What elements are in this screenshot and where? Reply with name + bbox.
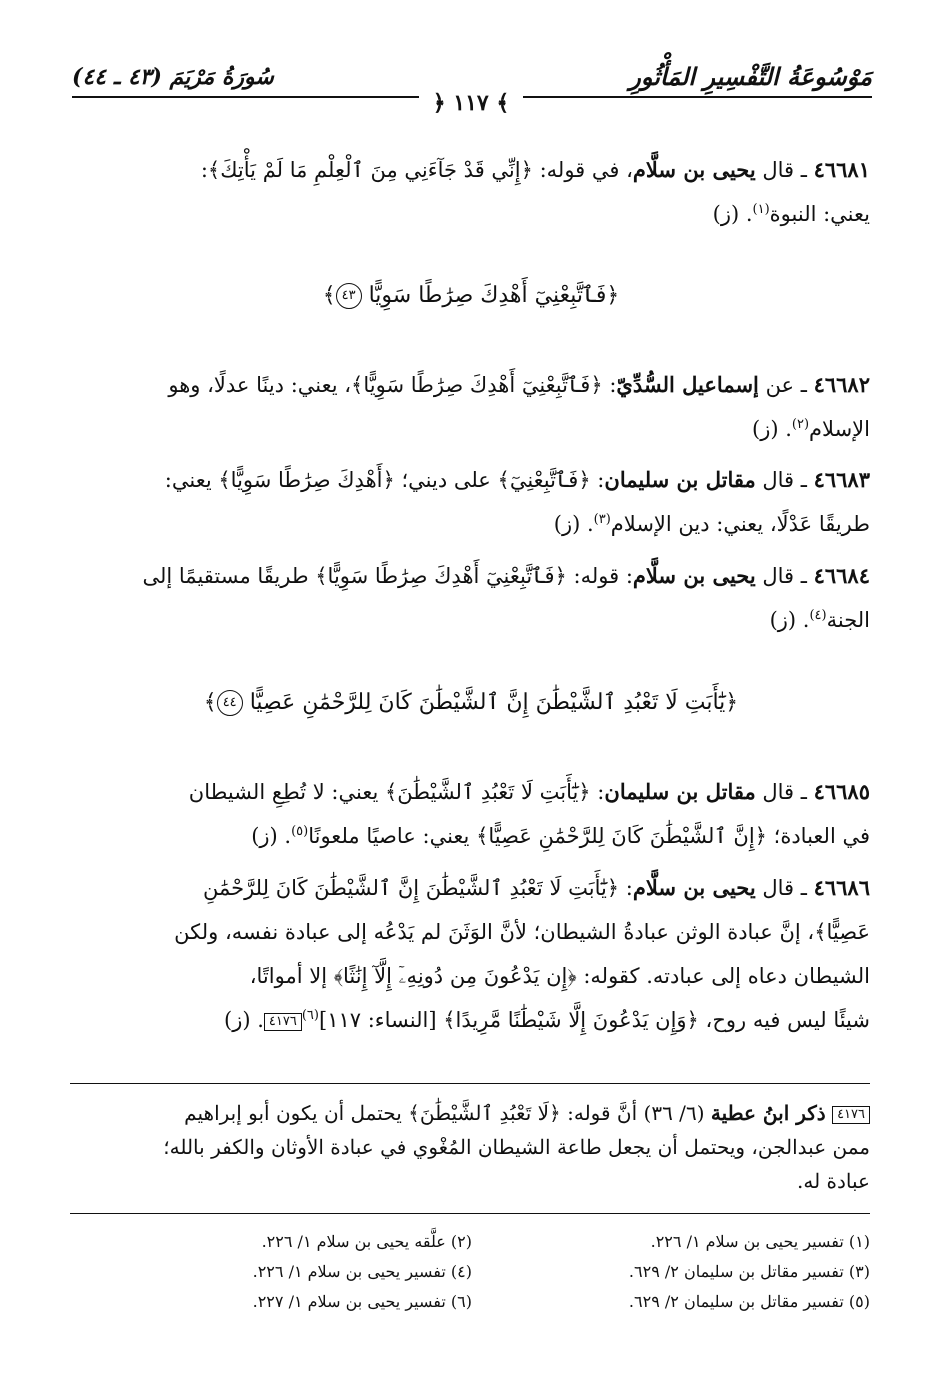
verse-bracket: ﴾	[322, 283, 336, 308]
page-number: ﴿ ١١٧ ﴾	[419, 90, 524, 116]
quran-quote: ﴿إِن يَدْعُونَ مِن دُونِهِۦٓ إِلَّآ إِنَٰثًا﴾	[333, 964, 577, 988]
text: الجنة	[826, 608, 870, 632]
paragraph-line	[70, 910, 870, 954]
paragraph-line	[70, 770, 870, 814]
paragraph-line	[70, 598, 870, 642]
paragraph-line	[70, 814, 870, 858]
quran-quote: ﴿فَٱتَّبِعْنِيٓ﴾	[497, 468, 591, 492]
text: ممن عبدالجن، ويحتمل أن يجعل طاعة الشيطان المُغْوي في عبادة الأوثان والكفر بالله؛	[163, 1135, 870, 1159]
footnote-4: (٤) تفسير يحيى بن سلام ١/ ٢٢٦.	[252, 1262, 472, 1281]
text: ـ عن	[758, 373, 814, 397]
text: ، يعني: دينًا عدلًا، وهو	[168, 373, 352, 397]
verse-43	[0, 283, 942, 309]
book-title: مَوْسُوعَةُ التَّفْسِيرِ المَأْثُورِ	[629, 62, 872, 91]
paragraph-number: ٤٦٦٨٥	[813, 779, 870, 804]
ayah-number: ٤٣	[336, 283, 362, 309]
text: يحتمل أن يكون أبو إبراهيم	[184, 1101, 409, 1125]
text: . (ز)	[769, 608, 810, 632]
quran-quote: ﴿أَهْدِكَ صِرَٰطًا سَوِيًّا﴾	[218, 468, 395, 492]
verse-44	[0, 690, 942, 716]
footnote-ref: (١)	[752, 202, 770, 217]
text: يعني: عاصيًا ملعونًا	[308, 824, 477, 848]
text: :	[590, 468, 605, 492]
quran-quote: ﴿يَٰٓأَبَتِ لَا تَعْبُدِ ٱلشَّيْطَٰنَ﴾	[384, 780, 591, 804]
paragraph-line	[70, 954, 870, 998]
paragraph-46686	[70, 866, 870, 1042]
text: ، إنَّ عبادة الوثن عبادةُ الشيطان؛ لأنَّ الوَثَنَ لم يَدْعُه إلى عبادة نفسه، ولكن	[174, 920, 815, 944]
commentary-box: ٤١٧٦	[832, 1106, 870, 1124]
quran-quote: ﴿إِنَّ ٱلشَّيْطَٰنَ كَانَ لِلرَّحْمَٰنِ عَصِيًّا﴾	[476, 824, 767, 848]
text: الشيطان دعاه إلى عبادته. كقوله:	[576, 964, 870, 988]
commentary-separator	[70, 1083, 870, 1084]
narrator-name: يحيى بن سلَّام	[632, 563, 756, 588]
text: إلا أمواتًا،	[249, 964, 334, 988]
text: على ديني؛	[394, 468, 498, 492]
paragraph-line	[70, 998, 870, 1042]
footnote-ref: (٣)	[593, 512, 611, 527]
narrator-name: إسماعيل السُّدِّيّ	[616, 372, 759, 397]
paragraph-line	[70, 148, 870, 192]
paragraph-number: ٤٦٦٨٦	[813, 875, 870, 900]
verse-text: ﴿فَٱتَّبِعْنِيٓ أَهْدِكَ صِرَٰطًا سَوِيًّا	[368, 283, 620, 308]
text: عبادة له.	[797, 1169, 870, 1193]
page-number-wrap	[0, 90, 942, 116]
text: ، في قوله:	[532, 158, 633, 182]
paragraph-line	[70, 363, 870, 407]
footnote-rule	[70, 1213, 870, 1214]
paragraph-46685	[70, 770, 870, 858]
paragraph-number: ٤٦٦٨٢	[813, 372, 870, 397]
commentary-block	[70, 1096, 870, 1198]
text: :	[602, 373, 617, 397]
verse-text: ﴿يَٰٓأَبَتِ لَا تَعْبُدِ ٱلشَّيْطَٰنَ إِنَّ ٱلشَّيْطَٰنَ كَانَ لِلرَّحْمَٰنِ عَصِيًّا	[249, 690, 739, 715]
text: :	[200, 158, 208, 182]
footnote-6: (٦) تفسير يحيى بن سلام ١/ ٢٢٧.	[252, 1292, 472, 1311]
text: ـ قال	[755, 876, 814, 900]
narrator-name: مقاتل بن سليمان	[604, 467, 756, 492]
text: :	[590, 780, 605, 804]
footnote-ref: (٥)	[291, 824, 309, 839]
paragraph-number: ٤٦٦٨٤	[813, 563, 870, 588]
commentary-line	[70, 1164, 870, 1198]
text: . (ز)	[224, 1008, 264, 1032]
text: طريقًا عَدْلًا، يعني: دين الإسلام	[610, 512, 870, 536]
citation: [النساء: ١١٧]	[318, 1008, 444, 1032]
quran-quote: ﴿وَإِن يَدْعُونَ إِلَّا شَيْطَٰنًا مَّرِيدًا﴾	[443, 1008, 699, 1032]
text: طريقًا مستقيمًا إلى	[142, 564, 316, 588]
paragraph-line	[70, 866, 870, 910]
footnote-3: (٣) تفسير مقاتل بن سليمان ٢/ ٦٢٩.	[628, 1262, 870, 1281]
text: شيئًا ليس فيه روح،	[698, 1008, 870, 1032]
paragraph-line	[70, 554, 870, 598]
text: يعني: لا تُطِعِ الشيطان	[188, 780, 385, 804]
text: ـ قال	[755, 564, 814, 588]
paragraph-line	[70, 407, 870, 451]
narrator-name: يحيى بن سلَّام	[632, 875, 756, 900]
narrator-name: يحيى بن سلَّام	[632, 157, 756, 182]
footnote-ref: (٤)	[809, 608, 827, 623]
commentary-line	[70, 1096, 870, 1130]
footnote-2: (٢) علَّقه يحيى بن سلام ١/ ٢٢٦.	[261, 1232, 472, 1251]
paragraph-number: ٤٦٦٨٣	[813, 467, 870, 492]
quran-quote: ﴿إِنِّي قَدْ جَآءَنِي مِنَ ٱلْعِلْمِ مَا لَمْ يَأْتِكَ﴾	[207, 158, 533, 182]
paragraph-line	[70, 502, 870, 546]
narrator-name: مقاتل بن سليمان	[604, 779, 756, 804]
paragraph-46683	[70, 458, 870, 546]
commentary-line	[70, 1130, 870, 1164]
commentary-ref-box: ٤١٧٦	[264, 1013, 302, 1031]
text: يعني: النبوة	[769, 202, 870, 226]
ayah-number: ٤٤	[217, 690, 243, 716]
footnote-1: (١) تفسير يحيى بن سلام ١/ ٢٢٦.	[650, 1232, 870, 1251]
text: ـ قال	[755, 158, 814, 182]
paragraph-46684	[70, 554, 870, 642]
quran-quote: ﴿يَٰٓأَبَتِ لَا تَعْبُدِ ٱلشَّيْطَٰنَ إِنَّ ٱلشَّيْطَٰنَ كَانَ لِلرَّحْمَٰنِ	[202, 876, 620, 900]
quran-quote: ﴿فَٱتَّبِعْنِيٓ أَهْدِكَ صِرَٰطًا سَوِيًّا﴾	[315, 564, 567, 588]
quran-quote: ﴿فَٱتَّبِعْنِيٓ أَهْدِكَ صِرَٰطًا سَوِيًّا﴾	[351, 373, 603, 397]
text: ـ قال	[755, 468, 814, 492]
surah-reference: سُورَةُ مَرْيَمَ (٤٣ ـ ٤٤)	[72, 64, 274, 90]
text: يعني:	[164, 468, 219, 492]
text: (٦/ ٣٦) أنَّ قوله:	[560, 1101, 711, 1125]
text: الإسلام	[809, 417, 870, 441]
footnote-ref: (٦)	[301, 1008, 319, 1023]
footnote-5: (٥) تفسير مقاتل بن سليمان ٢/ ٦٢٩.	[628, 1292, 870, 1311]
text: . (ز)	[752, 417, 792, 441]
paragraph-line	[70, 458, 870, 502]
text: . (ز)	[712, 202, 753, 226]
text: . (ز)	[553, 512, 594, 536]
text: : قوله:	[566, 564, 633, 588]
paragraph-46682	[70, 363, 870, 451]
paragraph-line	[70, 192, 870, 236]
scholar-name: ذكر ابنُ عطية	[710, 1101, 826, 1125]
text: ـ قال	[755, 780, 814, 804]
text: في العبادة؛	[766, 824, 870, 848]
text: . (ز)	[251, 824, 292, 848]
verse-bracket: ﴾	[203, 690, 217, 715]
footnote-ref: (٢)	[791, 417, 810, 432]
quran-quote: عَصِيًّا﴾	[814, 920, 870, 944]
paragraph-number: ٤٦٦٨١	[813, 157, 870, 182]
quran-quote: ﴿لَا تَعْبُدِ ٱلشَّيْطَٰنَ﴾	[408, 1101, 561, 1125]
text: :	[619, 876, 633, 900]
paragraph-46681	[70, 148, 870, 236]
